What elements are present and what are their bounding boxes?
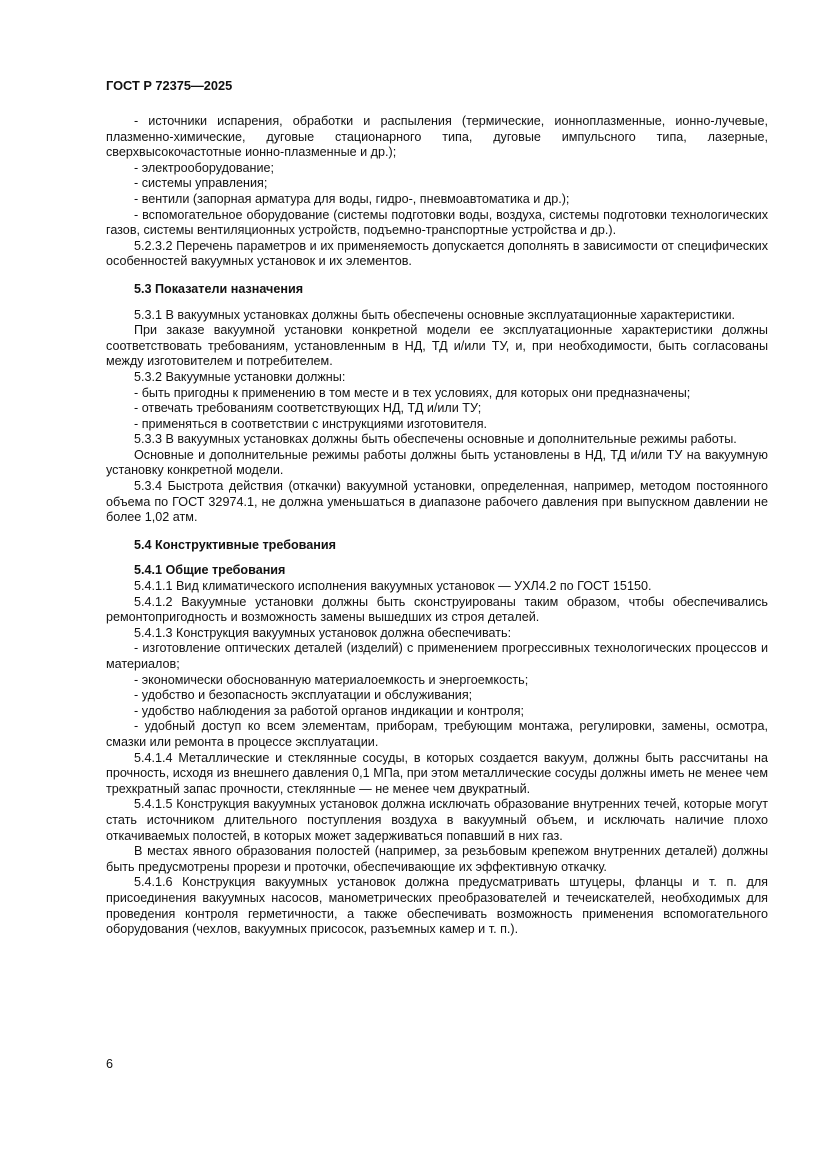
- list-item: - системы управления;: [134, 176, 268, 191]
- paragraph: 5.4.1.4 Металлические и стеклянные сосуды, в которых создается вакуум, должны быть рассчитаны на прочность, исходя из внешнего давления 0,1 МПа, при этом металлические сосуды должны иметь не менее чем трехкратный запас прочности, стеклянные — не менее чем двукратный.: [106, 750, 768, 796]
- page-number: 6: [106, 1057, 114, 1071]
- paragraph: В местах явного образования полостей (например, за резьбовым крепежом внутренних деталей) должны быть предусмотрены прорези и проточки, обеспечивающие их эффективную откачку.: [106, 844, 768, 874]
- paragraph: Основные и дополнительные режимы работы должны быть установлены в НД, ТД и/или ТУ на вакуумную установку конкретной модели.: [106, 447, 768, 478]
- list-item: - отвечать требованиям соответствующих НД, ТД и/или ТУ;: [134, 401, 482, 416]
- paragraph: - источники испарения, обработки и распыления (термические, ионноплазменные, ионно-лучевые, плазменно-химические, дуговые стационарного типа, дуговые импульсного типа, лазерные, сверхвысокочастотные ионно-плазменные и др.);: [106, 114, 768, 160]
- list-item: - быть пригодны к применению в том месте и в тех условиях, для которых они предназначены;: [134, 385, 691, 400]
- paragraph: 5.3.4 Быстрота действия (откачки) вакуумной установки, определенная, например, методом постоянного объема по ГОСТ 32974.1, не должна уменьшаться в диапазоне рабочего давления при выпускном давлении не более 1,02 атм.: [106, 479, 768, 525]
- list-item: - изготовление оптических деталей (изделий) с применением прогрессивных технологических процессов и материалов;: [106, 641, 768, 671]
- document-body: [106, 114, 768, 938]
- list-item: - удобство наблюдения за работой органов индикации и контроля;: [134, 703, 525, 718]
- list-item: - удобство и безопасность эксплуатации и обслуживания;: [134, 688, 473, 703]
- list-item: - вентили (запорная арматура для воды, гидро-, пневмоавтоматика и др.);: [134, 191, 570, 206]
- paragraph: 5.4.1.5 Конструкция вакуумных установок должна исключать образование внутренних течей, которые могут стать источником длительного поступления воздуха в вакуумный объем, и исключать наличие плохо откачиваемых полостей, в которых может задерживаться попавший в них газ.: [106, 797, 768, 843]
- paragraph: 5.2.3.2 Перечень параметров и их применяемость допускается дополнять в зависимости от специфических особенностей вакуумных установок и их элементов.: [106, 238, 768, 269]
- paragraph: 5.4.1.6 Конструкция вакуумных установок должна предусматривать штуцеры, фланцы и т. п. для присоединения вакуумных насосов, манометрических преобразователей и течеискателей, необходимых для проведения контроля герметичности, а также обеспечивать возможность применения вспомогательного оборудования (чехлов, вакуумных присосок, разъемных камер и т. п.).: [106, 875, 768, 937]
- list-item: - удобный доступ ко всем элементам, приборам, требующим монтажа, регулировки, замены, осмотра, смазки или ремонта в процессе эксплуатации.: [106, 719, 768, 749]
- list-item: - экономически обоснованную материалоемкость и энергоемкость;: [134, 672, 529, 687]
- subsection-heading: 5.4.1 Общие требования: [134, 563, 286, 578]
- list-item: - применяться в соответствии с инструкциями изготовителя.: [134, 416, 488, 431]
- paragraph: 5.4.1.2 Вакуумные установки должны быть сконструированы таким образом, чтобы обеспечивались ремонтопригодность и возможность замены вышедших из строя деталей.: [106, 594, 768, 625]
- paragraph: 5.4.1.3 Конструкция вакуумных установок должна обеспечивать:: [134, 625, 512, 640]
- paragraph: 5.4.1.1 Вид климатического исполнения вакуумных установок — УХЛ4.2 по ГОСТ 15150.: [134, 579, 652, 594]
- list-item: - электрооборудование;: [134, 160, 274, 175]
- paragraph: При заказе вакуумной установки конкретной модели ее эксплуатационные характеристики должны соответствовать требованиям, установленным в НД, ТД и/или ТУ, и, при необходимости, быть согласованы между изготовителем и потребителем.: [106, 323, 768, 369]
- section-heading: 5.4 Конструктивные требования: [134, 537, 336, 552]
- section-heading: 5.3 Показатели назначения: [134, 281, 304, 296]
- list-item: - вспомогательное оборудование (системы подготовки воды, воздуха, системы подготовки технологических газов, системы вентиляционных устройств, подъемно-транспортные устройства и др.).: [106, 207, 768, 238]
- document-header: ГОСТ Р 72375—2025: [106, 78, 233, 93]
- paragraph: 5.3.1 В вакуумных установках должны быть обеспечены основные эксплуатационные характеристики.: [134, 307, 736, 322]
- paragraph: 5.3.2 Вакуумные установки должны:: [134, 369, 346, 384]
- paragraph: 5.3.3 В вакуумных установках должны быть обеспечены основные и дополнительные режимы работы.: [134, 432, 737, 447]
